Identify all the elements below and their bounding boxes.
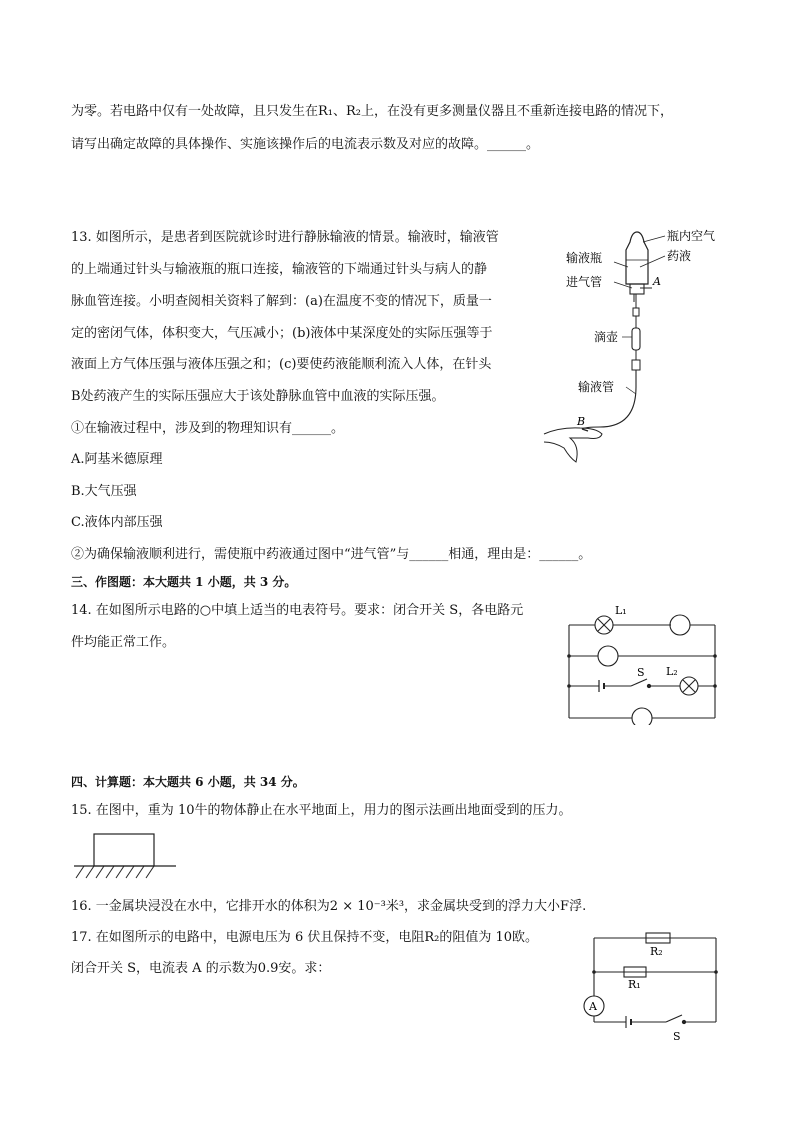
q13-option-a: A.阿基米德原理 bbox=[71, 452, 163, 467]
hand-icon bbox=[544, 428, 602, 462]
label-switch-s: S bbox=[637, 666, 645, 679]
label-r2: R₂ bbox=[650, 945, 663, 958]
q17-line-2: 闭合开关 S，电流表 A 的示数为0.9安。求： bbox=[71, 961, 331, 976]
q13-line-4: 定的密闭气体，体积变大，气压减小；(b)液体中某深度处的实际压强等于 bbox=[71, 326, 493, 341]
q13-line-3: 脉血管连接。小明查阅相关资料了解到：(a)在温度不变的情况下，质量一 bbox=[71, 294, 492, 309]
q13-subquestion-1: ①在输液过程中，涉及到的物理知识有______。 bbox=[71, 421, 345, 436]
infusion-bottle-icon bbox=[626, 232, 648, 284]
section-4-heading: 四、计算题：本大题共 6 小题，共 34 分。 bbox=[71, 775, 305, 789]
tube-clamp bbox=[632, 360, 640, 370]
meter-circle-2 bbox=[598, 646, 618, 666]
label-point-a: A bbox=[653, 275, 661, 288]
label-drip-chamber: 滴壶 bbox=[594, 330, 619, 344]
infusion-tube bbox=[582, 370, 636, 429]
q17-line-1: 17. 在如图所示的电路中，电源电压为 6 伏且保持不变，电阻R₂的阻值为 10欧。 bbox=[71, 930, 539, 945]
meter-circle-1 bbox=[670, 615, 690, 635]
q13-line-1: 13. 如图所示，是患者到医院就诊时进行静脉输液的情景。输液时，输液管 bbox=[71, 230, 499, 245]
q13-line-6: B处药液产生的实际压强应大于该处静脉血管中血液的实际压强。 bbox=[71, 389, 445, 404]
q17-circuit-figure bbox=[578, 928, 723, 1043]
label-ammeter-a: A bbox=[589, 1000, 597, 1013]
label-r1: R₁ bbox=[628, 978, 641, 991]
label-infusion-tube: 输液管 bbox=[578, 380, 615, 394]
q13-option-b: B.大气压强 bbox=[71, 484, 137, 499]
q12-line-2: 请写出确定故障的具体操作、实施该操作后的电流表示数及对应的故障。______。 bbox=[71, 137, 540, 152]
meter-circle-3 bbox=[632, 708, 652, 725]
q15-block-on-ground-figure bbox=[72, 832, 182, 880]
q14-line-2: 件均能正常工作。 bbox=[71, 635, 176, 650]
label-l1: L₁ bbox=[615, 604, 627, 617]
q13-option-c: C.液体内部压强 bbox=[71, 515, 163, 530]
label-bottle: 输液瓶 bbox=[566, 251, 603, 265]
q14-line-1: 14. 在如图所示电路的○中填上适当的电表符号。要求：闭合开关 S，各电路元 bbox=[71, 603, 524, 618]
drip-chamber-icon bbox=[632, 328, 640, 350]
q16-line-1: 16. 一金属块浸没在水中，它排开水的体积为2 × 10⁻³米³，求金属块受到的浮力大小F浮. bbox=[71, 899, 587, 914]
object-block bbox=[94, 834, 154, 866]
label-liquid: 药液 bbox=[667, 249, 692, 263]
bottle-stopper bbox=[630, 284, 644, 294]
q13-subquestion-2: ②为确保输液顺利进行，需使瓶中药液通过图中“进气管”与______相通，理由是：______。 bbox=[71, 547, 592, 562]
label-l2: L₂ bbox=[666, 665, 678, 678]
iv-infusion-figure bbox=[540, 222, 750, 472]
switch-icon bbox=[631, 679, 647, 686]
label-switch-s: S bbox=[673, 1030, 681, 1043]
switch-icon bbox=[666, 1015, 682, 1022]
label-vent-tube: 进气管 bbox=[566, 275, 603, 289]
label-point-b: B bbox=[577, 415, 586, 428]
q13-line-5: 液面上方气体压强与液体压强之和；(c)要使药液能顺利流入人体，在针头 bbox=[71, 357, 492, 372]
q12-line-1: 为零。若电路中仅有一处故障，且只发生在R₁、R₂上，在没有更多测量仪器且不重新连接电路的情况下， bbox=[71, 104, 673, 119]
q13-line-2: 的上端通过针头与输液瓶的瓶口连接，输液管的下端通过针头与病人的静 bbox=[71, 262, 488, 277]
q15-line-1: 15. 在图中，重为 10牛的物体静止在水平地面上，用力的图示法画出地面受到的压力。 bbox=[71, 803, 572, 818]
section-3-heading: 三、作图题：本大题共 1 小题，共 3 分。 bbox=[71, 575, 297, 589]
needle-b bbox=[582, 429, 588, 431]
q14-circuit-figure bbox=[563, 600, 723, 725]
label-bottle-air: 瓶内空气 bbox=[667, 229, 716, 243]
